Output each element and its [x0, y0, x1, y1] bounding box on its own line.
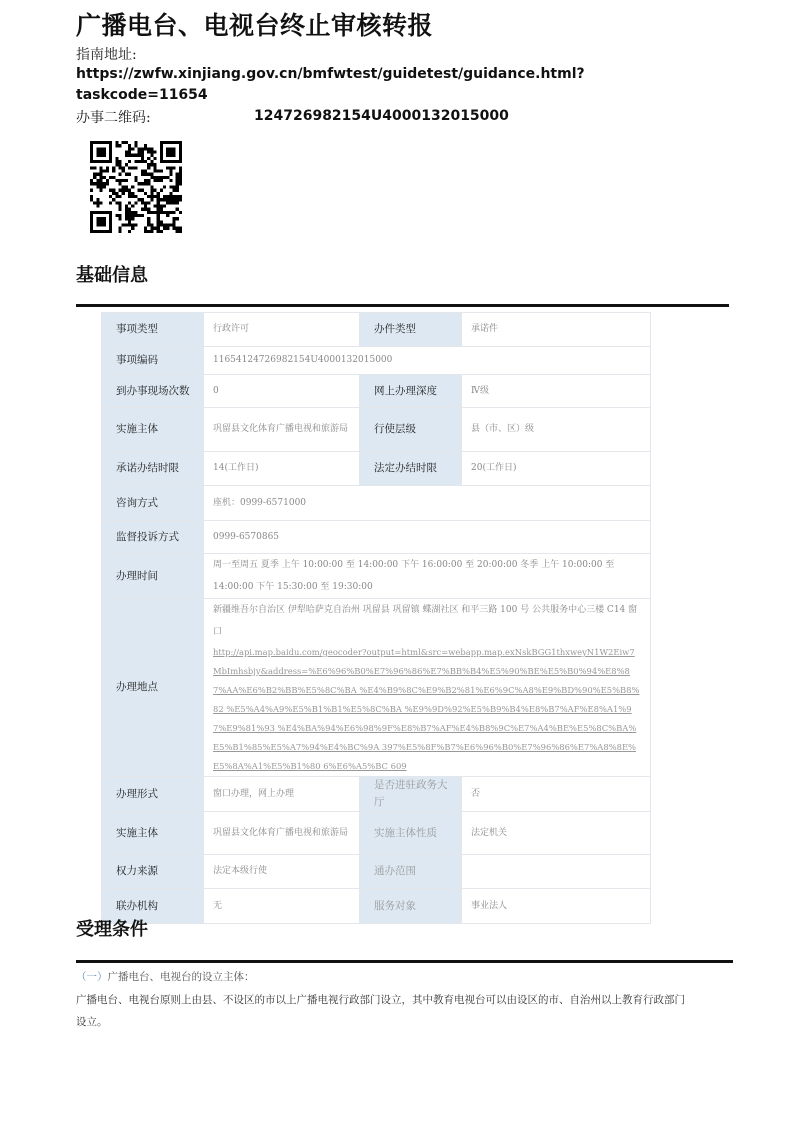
- condition-body: 广播电台、电视台原则上由县、不设区的市以上广播电视行政部门设立，其中教育电视台可以由设区的市、自治州以上教育行政部门设立。: [76, 994, 685, 1028]
- table-row: [102, 486, 651, 521]
- cell-value: 20(工作日): [462, 452, 651, 486]
- table-row: [102, 408, 651, 452]
- cell-key: 通办范围: [360, 855, 462, 889]
- table-row: [102, 313, 651, 347]
- page-title: 广播电台、电视台终止审核转报: [76, 11, 434, 40]
- cell-value: 事业法人: [462, 889, 651, 924]
- cell-value: 0999-6570865: [204, 521, 651, 554]
- cell-value: 0: [204, 375, 360, 408]
- cell-key: 事项类型: [102, 313, 204, 347]
- cell-key: 办件类型: [360, 313, 462, 347]
- cell-value: 行政许可: [204, 313, 360, 347]
- basic-info-table: [101, 312, 651, 924]
- cell-key: 实施主体: [102, 812, 204, 855]
- cell-key: 承诺办结时限: [102, 452, 204, 486]
- cell-value: 巩留县文化体育广播电视和旅游局: [204, 812, 360, 855]
- condition-number: （一）: [76, 971, 108, 983]
- table-row: [102, 599, 651, 777]
- section-divider: [76, 304, 729, 307]
- table-row: [102, 554, 651, 599]
- cell-key: 监督投诉方式: [102, 521, 204, 554]
- cell-value: 法定机关: [462, 812, 651, 855]
- cell-key: 办理形式: [102, 777, 204, 812]
- section-divider: [76, 960, 733, 963]
- acceptance-conditions-heading: 受理条件: [76, 919, 148, 940]
- cell-key: 服务对象: [360, 889, 462, 924]
- basic-info-heading: 基础信息: [76, 265, 148, 286]
- table-row: [102, 855, 651, 889]
- cell-value: [462, 855, 651, 889]
- guide-url-line1[interactable]: https://zwfw.xinjiang.gov.cn/bmfwtest/guidetest/guidance.html?taskcode=11654: [76, 66, 585, 103]
- table-row: [102, 347, 651, 375]
- table-row: [102, 521, 651, 554]
- table-row: [102, 452, 651, 486]
- cell-value: 巩留县文化体育广播电视和旅游局: [204, 408, 360, 452]
- table-row: [102, 812, 651, 855]
- cell-value: Ⅳ级: [462, 375, 651, 408]
- address-cell: [204, 599, 651, 777]
- guide-address-url[interactable]: [76, 64, 716, 127]
- cell-value: 14(工作日): [204, 452, 360, 486]
- cell-value: 周一至周五 夏季 上午 10:00:00 至 14:00:00 下午 16:00:00 至 20:00:00 冬季 上午 10:00:00 至 14:00:00 下午 15:30:00 至 19:30:00: [204, 554, 651, 599]
- cell-key: 事项编码: [102, 347, 204, 375]
- qr-code-label: 办事二维码:: [76, 110, 151, 126]
- map-link[interactable]: http://api.map.baidu.com/geocoder?output=html&src=webapp.map.exNskBGG1thxweyN1W2Eiw7MbImhsbjy&address=%E6%96%B0%E7%96%86%E7%BB%B4%E5%90%BE%E5%B0%94%E8%87%AA%E6%B2%BB%E5%8C%BA %E4%B9%8C%E9%B2%81%E6%9C%A8%E9%BD%90%E5%B8%82 %E5%A4%A9%E5%B1%B1%E5%8C%BA %E9%9D%92%E5%B9%B4%E8%B7%AF%E8%A1%97%E9%81%93 %E4%BA%94%E6%98%9F%E8%B7%AF%E4%B8%9C%E7%A4%BE%E5%8C%BA%E5%B1%85%E5%A7%94%E4%BC%9A 397%E5%8F%B7%E6%96%B0%E7%96%86%E7%A8%8E%E5%8A%A1%E5%B1%80 6%E6%A5%BC 609: [213, 647, 640, 771]
- cell-value: 11654124726982154U4000132015000: [204, 347, 651, 375]
- cell-value: 县（市、区）级: [462, 408, 651, 452]
- cell-key: 权力来源: [102, 855, 204, 889]
- cell-key: 法定办结时限: [360, 452, 462, 486]
- cell-key: 网上办理深度: [360, 375, 462, 408]
- cell-value: 承诺件: [462, 313, 651, 347]
- cell-value: 座机：0999-6571000: [204, 486, 651, 521]
- condition-title: 广播电台、电视台的设立主体：: [107, 971, 255, 983]
- cell-key: 咨询方式: [102, 486, 204, 521]
- cell-key: 行使层级: [360, 408, 462, 452]
- cell-key: 办理地点: [102, 599, 204, 777]
- cell-key: 联办机构: [102, 889, 204, 924]
- cell-value: 无: [204, 889, 360, 924]
- guide-address-label: 指南地址:: [76, 47, 137, 63]
- qr-code-image: [90, 141, 182, 233]
- cell-value: 否: [462, 777, 651, 812]
- address-text: 新疆维吾尔自治区 伊犁哈萨克自治州 巩留县 巩留镇 蝶湖社区 和平三路 100 号 公共服务中心三楼 C14 窗口: [213, 605, 638, 637]
- cell-key: 实施主体: [102, 408, 204, 452]
- table-row: [102, 777, 651, 812]
- cell-value: 法定本级行使: [204, 855, 360, 889]
- table-row: [102, 375, 651, 408]
- guide-url-line2[interactable]: 124726982154U4000132015000: [254, 108, 509, 124]
- cell-value: 窗口办理，网上办理: [204, 777, 360, 812]
- cell-key: 办理时间: [102, 554, 204, 599]
- condition-heading: [76, 969, 255, 984]
- cell-key: 到办事现场次数: [102, 375, 204, 408]
- cell-key: 实施主体性质: [360, 812, 462, 855]
- table-row: [102, 889, 651, 924]
- cell-key: 是否进驻政务大厅: [360, 777, 462, 812]
